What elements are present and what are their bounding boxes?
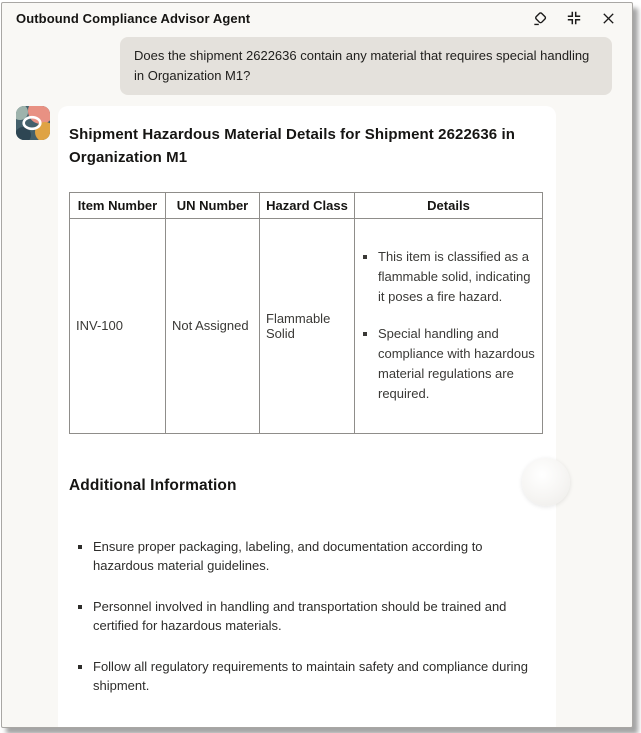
additional-info-bullet: ▪ Personnel involved in handling and transportation should be trained and certified for hazardous materials. [93, 597, 543, 636]
cell-details [355, 218, 543, 433]
additional-info-heading: Additional Information [69, 476, 237, 494]
table-header-row [70, 192, 543, 218]
column-header-item-number: Item Number [70, 192, 166, 218]
oracle-ai-avatar-icon [16, 106, 50, 140]
details-bullet-list [361, 247, 536, 405]
close-icon [601, 11, 616, 26]
column-header-un-number: UN Number [166, 192, 260, 218]
floating-scroll-button[interactable] [522, 458, 570, 506]
additional-info-bullet: ▪ Ensure proper packaging, labeling, and documentation according to hazardous material guidelines. [93, 537, 543, 576]
agent-chat-window [1, 2, 633, 728]
details-bullet: ▪ Special handling and compliance with hazardous material regulations are required. [378, 324, 536, 405]
cell-un-number: Not Assigned [166, 218, 260, 433]
collapse-icon [566, 10, 582, 26]
additional-info-bullet: ▪ Follow all regulatory requirements to maintain safety and compliance during shipment. [93, 657, 543, 696]
details-bullet: ▪ This item is classified as a flammable solid, indicating it poses a fire hazard. [378, 247, 536, 307]
cell-item-number: INV-100 [70, 218, 166, 433]
column-header-hazard-class: Hazard Class [260, 192, 355, 218]
agent-message-row [16, 106, 618, 728]
window-header [2, 3, 632, 33]
close-button[interactable] [596, 6, 620, 30]
conversation-area [2, 33, 632, 728]
window-title: Outbound Compliance Advisor Agent [16, 10, 251, 26]
header-actions [528, 6, 620, 30]
cell-hazard-class: Flammable Solid [260, 218, 355, 433]
response-heading: Shipment Hazardous Material Details for Shipment 2622636 in Organization M1 [69, 126, 516, 167]
collapse-button[interactable] [562, 6, 586, 30]
column-header-details: Details [355, 192, 543, 218]
additional-info-list [69, 537, 544, 696]
table-row [70, 218, 543, 433]
clear-conversation-button[interactable] [528, 6, 552, 30]
eraser-icon [532, 10, 549, 27]
user-message: Does the shipment 2622636 contain any material that requires special handling in Organization M1? [120, 37, 612, 95]
hazmat-table [69, 192, 543, 434]
agent-response-card [58, 106, 556, 728]
